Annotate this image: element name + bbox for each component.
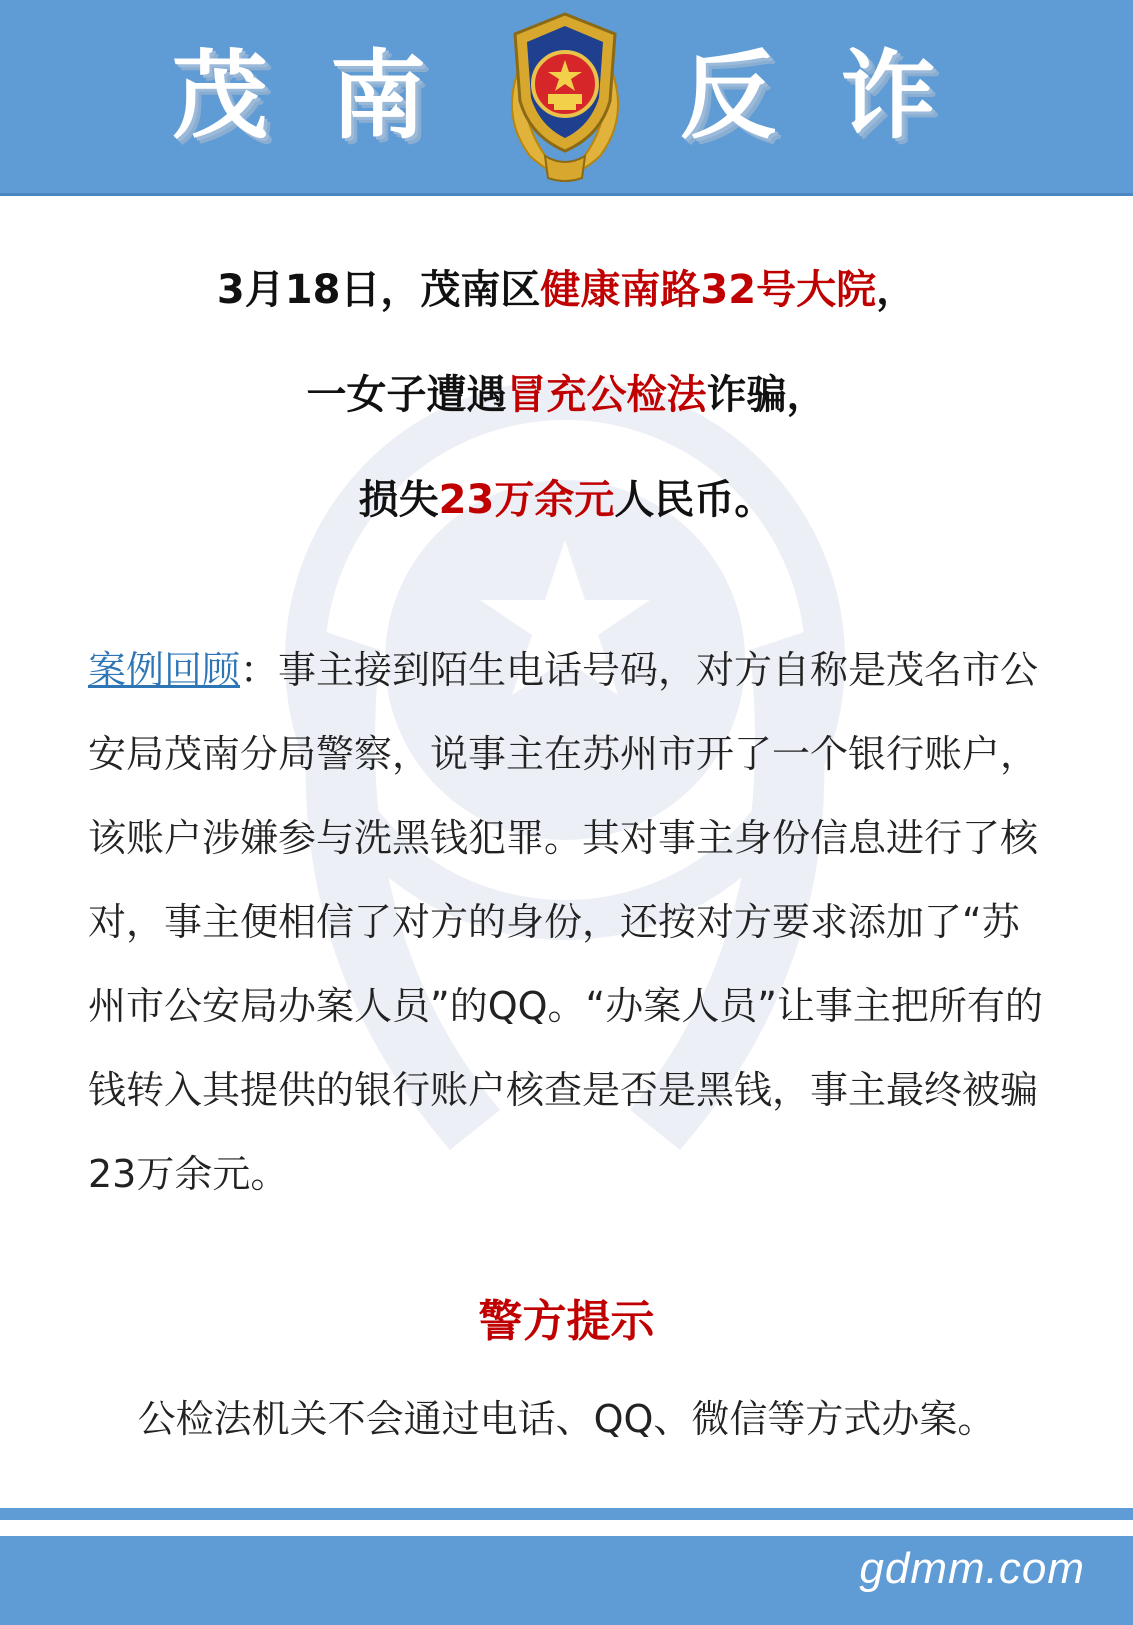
site-watermark: gdmm.com <box>859 1544 1085 1593</box>
headline-line-3 <box>0 475 1133 525</box>
header-title-char-4: 诈 <box>840 40 936 152</box>
police-tip-text: 公检法机关不会通过电话、QQ、微信等方式办案。 <box>137 1397 996 1441</box>
header-title-char-2: 南 <box>330 40 426 152</box>
headline-fraud-type: 冒充公检法 <box>506 372 707 418</box>
headline-line-1 <box>0 265 1133 315</box>
headline-line-3-part-c: 人民币。 <box>614 477 775 523</box>
headline-location: 健康南路32号大院 <box>540 267 877 313</box>
headline-line-2-part-c: 诈骗， <box>706 372 827 418</box>
police-emblem-icon <box>490 6 640 186</box>
case-review-label: 案例回顾 <box>88 648 241 692</box>
case-review-text: ：事主接到陌生电话号码，对方自称是茂名市公安局茂南分局警察，说事主在苏州市开了一个银行账户，该账户涉嫌参与洗黑钱犯罪。其对事主身份信息进行了核对，事主便相信了对方的身份，还按对方要求添加了“苏州市公安局办案人员”的QQ。“办案人员”让事主把所有的钱转入其提供的银行账户核查是否是黑钱，事主最终被骗23万余元。 <box>88 648 1043 1196</box>
headline-line-1-part-a: 3月18日，茂南区 <box>216 267 541 313</box>
header-title-char-1: 茂 <box>172 40 268 152</box>
header-banner <box>0 0 1133 196</box>
case-review-paragraph <box>88 628 1048 1216</box>
headline-line-1-part-c: ， <box>876 267 917 313</box>
footer-divider <box>0 1508 1133 1520</box>
header-title-char-3: 反 <box>680 40 776 152</box>
headline-loss-amount: 23万余元 <box>438 477 615 523</box>
headline-line-3-part-a: 损失 <box>358 477 439 523</box>
headline-line-2-part-a: 一女子遭遇 <box>306 372 507 418</box>
footer-banner <box>0 1536 1133 1625</box>
headline-line-2 <box>0 370 1133 420</box>
police-tip-title: 警方提示 <box>478 1296 655 1347</box>
